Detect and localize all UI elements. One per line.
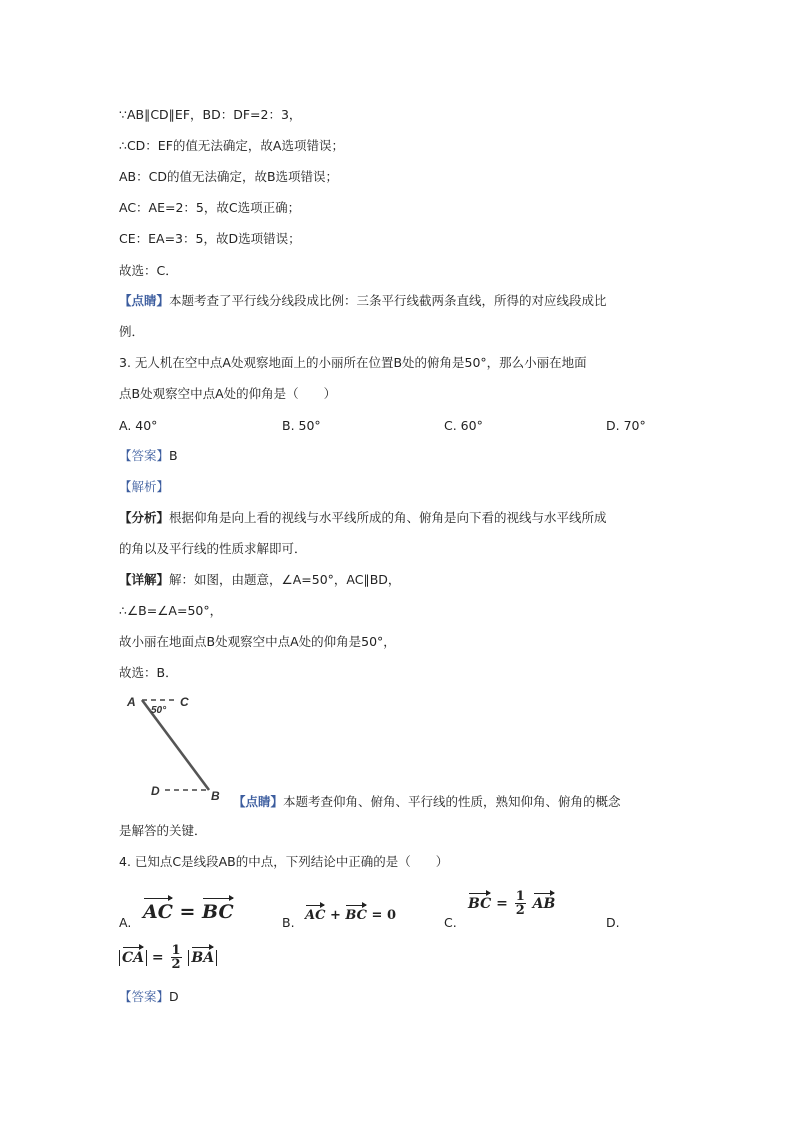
q4-option-b-letter: B. <box>282 915 295 930</box>
q4-option-a-formula: AC = BC <box>143 901 234 923</box>
question-3-stem: 3. 无人机在空中点A处观察地面上的小丽所在位置B处的俯角是50°，那么小丽在地面 <box>119 355 587 370</box>
q4-option-d-formula: CA = $\frac{1}{2}$ BA <box>119 944 217 971</box>
q4-option-c-formula: BC = $\frac{1}{2}$ AB <box>468 889 556 918</box>
vector-ab: AB <box>533 896 556 912</box>
detail-line: 故小丽在地面点B处观察空中点A处的仰角是50°， <box>119 634 396 649</box>
fenxi-paragraph <box>119 509 607 527</box>
review-tag: 【点睛】 <box>119 293 170 308</box>
fenxi-tag: 【分析】 <box>119 510 170 525</box>
q4-answer <box>119 988 179 1006</box>
q3-answer <box>119 447 178 465</box>
answer-tag: 【答案】 <box>119 448 170 463</box>
label-a: A <box>127 695 136 709</box>
text-line: 故选：C． <box>119 263 178 278</box>
label-d: D <box>151 784 160 798</box>
q4-option-c-letter: C. <box>444 915 457 930</box>
vector-ba: BA <box>191 950 214 966</box>
vector-bc: BC <box>468 896 491 912</box>
review-continuation: 例． <box>119 324 145 339</box>
detail-text: 解：如图，由题意，∠A=50°，AC∥BD， <box>169 572 401 587</box>
vector-bc: BC <box>345 908 367 923</box>
question-3-stem-cont: 点B处观察空中点A处的仰角是（ ） <box>119 386 337 401</box>
text-line: CE：EA=3：5，故D选项错误； <box>119 231 301 246</box>
magnitude-ba <box>188 950 217 966</box>
q3-option-a: A. 40° <box>119 418 158 433</box>
vector-ac: AC <box>305 908 325 923</box>
detail-line: 故选：B． <box>119 665 178 680</box>
review-text: 本题考查了平行线分线段成比例：三条平行线截两条直线，所得的对应线段成比 <box>169 293 607 308</box>
vector-ac: AC <box>143 901 173 923</box>
q3-option-c: C. 60° <box>444 418 483 433</box>
review-paragraph <box>119 292 607 310</box>
review-tag: 【点睛】 <box>233 794 284 809</box>
label-b: B <box>211 789 220 803</box>
angle-figure <box>125 688 235 804</box>
text-line: AB：CD的值无法确定，故B选项错误； <box>119 169 339 184</box>
q4-option-b-formula: AC + BC = 0 <box>305 908 396 923</box>
q3-review-paragraph <box>233 793 621 811</box>
fenxi-continuation: 的角以及平行线的性质求解即可． <box>119 541 307 556</box>
angle-label: 50° <box>151 705 167 716</box>
text-line: AC：AE=2：5，故C选项正确； <box>119 200 301 215</box>
fenxi-text: 根据仰角是向上看的视线与水平线所成的角、俯角是向下看的视线与水平线所成 <box>169 510 607 525</box>
label-c: C <box>180 695 189 709</box>
q4-option-a-letter: A. <box>119 915 132 930</box>
detail-tag: 【详解】 <box>119 572 170 587</box>
answer-tag: 【答案】 <box>119 989 170 1004</box>
q3-option-b: B. 50° <box>282 418 321 433</box>
q3-review-continuation: 是解答的关键． <box>119 823 207 838</box>
q4-option-d-letter: D. <box>606 915 620 930</box>
analysis-tag: 【解析】 <box>119 479 170 494</box>
q3-option-d: D. 70° <box>606 418 646 433</box>
question-4-stem: 4. 已知点C是线段AB的中点，下列结论中正确的是（ ） <box>119 854 449 869</box>
fraction-half: $\frac{1}{2}$ <box>515 889 525 918</box>
text-line: ∴CD：EF的值无法确定，故A选项错误； <box>119 138 344 153</box>
text-line: ∵AB∥CD∥EF，BD：DF=2：3， <box>119 107 302 122</box>
fraction-half: $\frac{1}{2}$ <box>171 943 181 972</box>
vector-bc: BC <box>202 901 234 923</box>
review-text: 本题考查仰角、俯角、平行线的性质，熟知仰角、俯角的概念 <box>283 794 621 809</box>
magnitude-ca <box>119 950 147 966</box>
detail-line: ∴∠B=∠A=50°， <box>119 603 223 618</box>
detail-paragraph <box>119 571 400 589</box>
answer-value: B <box>169 448 178 463</box>
answer-value: D <box>169 989 179 1004</box>
vector-ca: CA <box>122 950 144 966</box>
